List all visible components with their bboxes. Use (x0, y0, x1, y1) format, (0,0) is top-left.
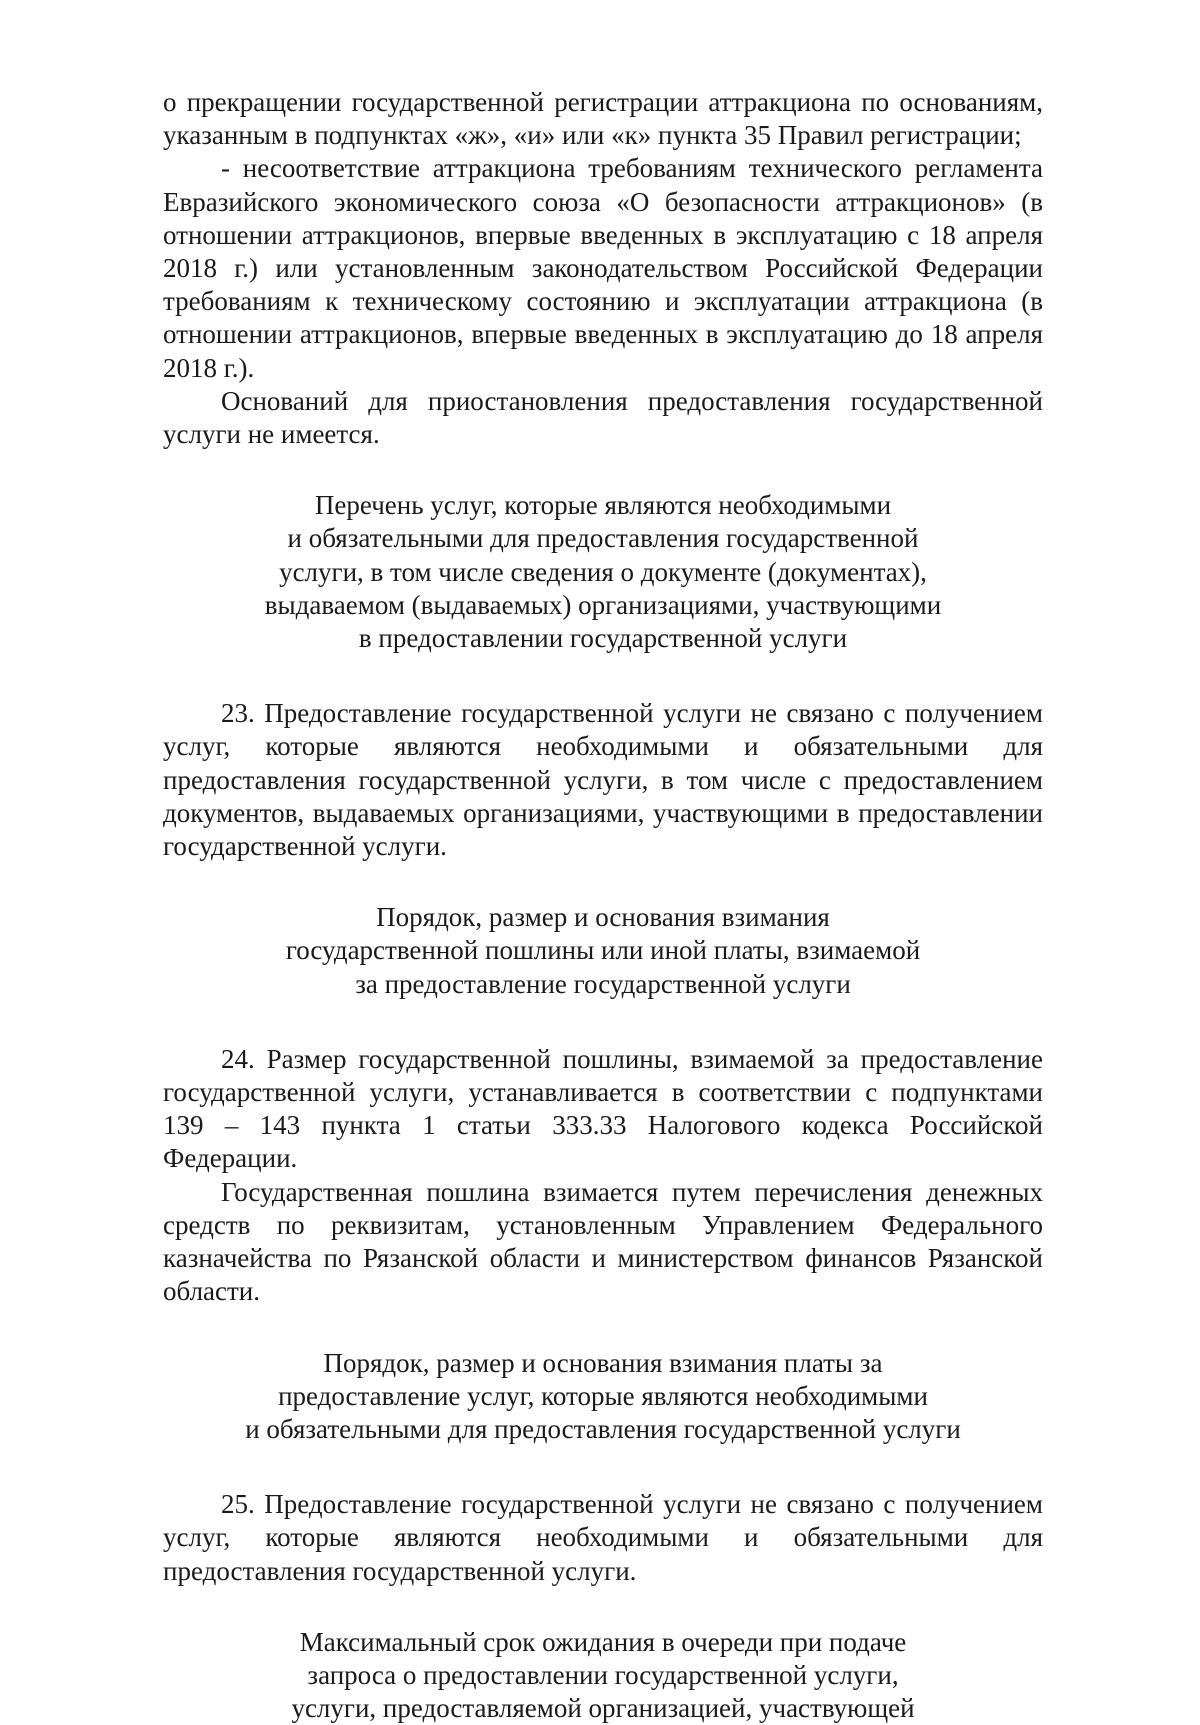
heading-line: Порядок, размер и основания взимания (376, 902, 830, 933)
heading-line: выдаваемом (выдаваемых) организациями, участвующими (264, 589, 942, 620)
section-heading-max-waiting-time (163, 1626, 1043, 1725)
paragraph-no-suspension-grounds: Оснований для приостановления предоставления государственной услуги не имеется. (163, 385, 1043, 450)
heading-line: государственной пошлины или иной платы, взимаемой (285, 935, 921, 966)
paragraph-nonconformity: - несоответствие аттракциона требованиям технического регламента Евразийского экономического союза «О безопасности аттракционов» (в отношении аттракционов, впервые введенных в эксплуатацию с 18 апреля 2018 г.) или установленным законодательством Российской Федерации требованиям к техническому состоянию и эксплуатации аттракциона (в отношении аттракционов, впервые введенных в эксплуатацию до 18 апреля 2018 г.). (163, 153, 1043, 383)
paragraph-item-23: 23. Предоставление государственной услуги не связано с получением услуг, которые являются необходимыми и обязательными для предоставления государственной услуги, в том числе с предоставлением документов, выдаваемых организациями, участвующими в предоставлении государственной услуги. (163, 698, 1043, 862)
paragraph-grounds-termination: о прекращении государственной регистрации аттракциона по основаниям, указанным в подпунктах «ж», «и» или «к» пункта 35 Правил регистрации; (163, 87, 1043, 151)
paragraph-item-25: 25. Предоставление государственной услуги не связано с получением услуг, которые являются необходимыми и обязательными для предоставления государственной услуги. (163, 1489, 1043, 1586)
heading-line: запроса о предоставлении государственной услуги, (307, 1659, 899, 1690)
heading-line: и обязательными для предоставления государственной (287, 523, 919, 554)
heading-line: предоставление услуг, которые являются необходимыми (278, 1380, 928, 1411)
document-page (163, 86, 1043, 1725)
section-heading-required-services (163, 489, 1043, 655)
heading-line: услуги, в том числе сведения о документе (документах), (279, 556, 927, 587)
paragraph-fee-payment: Государственная пошлина взимается путем перечисления денежных средств по реквизитам, установленным Управлением Федерального казначейства по Рязанской области и министерством финансов Рязанской области. (163, 1176, 1043, 1307)
heading-line: в предоставлении государственной услуги (358, 623, 848, 654)
section-heading-fee-for-services (163, 1347, 1043, 1447)
paragraph-item-24: 24. Размер государственной пошлины, взимаемой за предоставление государственной услуги, устанавливается в соответствии с подпунктами 139 – 143 пункта 1 статьи 333.33 Налогового кодекса Российской Федерации. (163, 1043, 1043, 1174)
heading-line: услуги, предоставляемой организацией, участвующей (291, 1693, 915, 1724)
heading-line: и обязательными для предоставления государственной услуги (245, 1413, 961, 1444)
section-heading-state-fee (163, 901, 1043, 1001)
heading-line: Перечень услуг, которые являются необходимыми (314, 490, 892, 521)
heading-line: за предоставление государственной услуги (355, 968, 851, 999)
heading-line: Порядок, размер и основания взимания платы за (323, 1347, 883, 1378)
heading-line: Максимальный срок ожидания в очереди при подаче (299, 1626, 907, 1657)
